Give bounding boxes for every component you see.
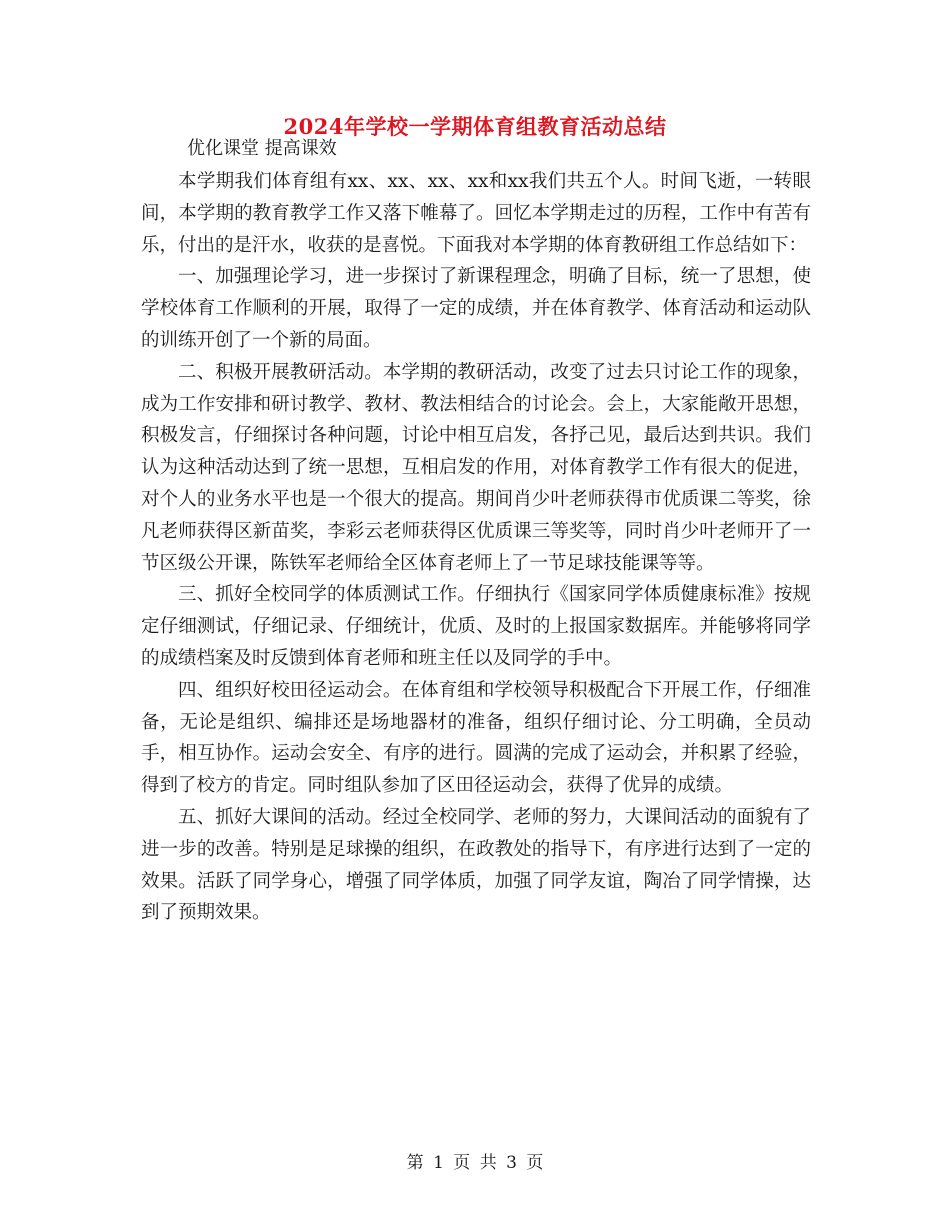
paragraph-sports-meet: 四、组织好校田径运动会。在体育组和学校领导积极配合下开展工作，仔细准备，无论是组织、编排还是场地器材的准备，组织仔细讨论、分工明确，全员动手，相互协作。运动会安全、有序的进行。圆满的完成了运动会，并积累了经验，得到了校方的肯定。同时组队参加了区田径运动会，获得了优异的成绩。 (141, 679, 811, 797)
paragraph-intro: 本学期我们体育组有xx、xx、xx、xx和xx我们共五个人。时间飞逝，一转眼间，本学期的教育教学工作又落下帷幕了。回忆本学期走过的历程，工作中有苦有乐，付出的是汗水，收获的是喜悦。下面我对本学期的体育教研组工作总结如下： (141, 171, 811, 256)
document-title: 2024年学校一学期体育组教育活动总结 (283, 114, 667, 139)
document-body (141, 166, 811, 929)
paragraph-theory-study: 一、加强理论学习，进一步探讨了新课程理念，明确了目标，统一了思想，使学校体育工作顺利的开展，取得了一定的成绩，并在体育教学、体育活动和运动队的训练开创了一个新的局面。 (141, 266, 811, 351)
paragraph-fitness-test: 三、抓好全校同学的体质测试工作。仔细执行《国家同学体质健康标准》按规定仔细测试，仔细记录、仔细统计，优质、及时的上报国家数据库。并能够将同学的成绩档案及时反馈到体育老师和班主任以及同学的手中。 (141, 584, 811, 669)
paragraph-break-activity: 五、抓好大课间的活动。经过全校同学、老师的努力，大课间活动的面貌有了进一步的改善。特别是足球操的组织，在政教处的指导下，有序进行达到了一定的效果。活跃了同学身心，增强了同学体质，加强了同学友谊，陶冶了同学情操，达到了预期效果。 (141, 806, 811, 924)
paragraph-teaching-research: 二、积极开展教研活动。本学期的教研活动，改变了过去只讨论工作的现象，成为工作安排和研讨教学、教材、教法相结合的讨论会。会上，大家能敞开思想，积极发言，仔细探讨各种问题，讨论中相互启发，各抒己见，最后达到共识。我们认为这种活动达到了统一思想，互相启发的作用，对体育教学工作有很大的促进，对个人的业务水平也是一个很大的提高。期间肖少叶老师获得市优质课二等奖，徐凡老师获得区新苗奖，李彩云老师获得区优质课三等奖等，同时肖少叶老师开了一节区级公开课，陈铁军老师给全区体育老师上了一节足球技能课等等。 (141, 361, 811, 574)
document-subtitle: 优化课堂 提高课效 (187, 138, 337, 159)
page-number-footer: 第 1 页 共 3 页 (406, 1153, 544, 1173)
